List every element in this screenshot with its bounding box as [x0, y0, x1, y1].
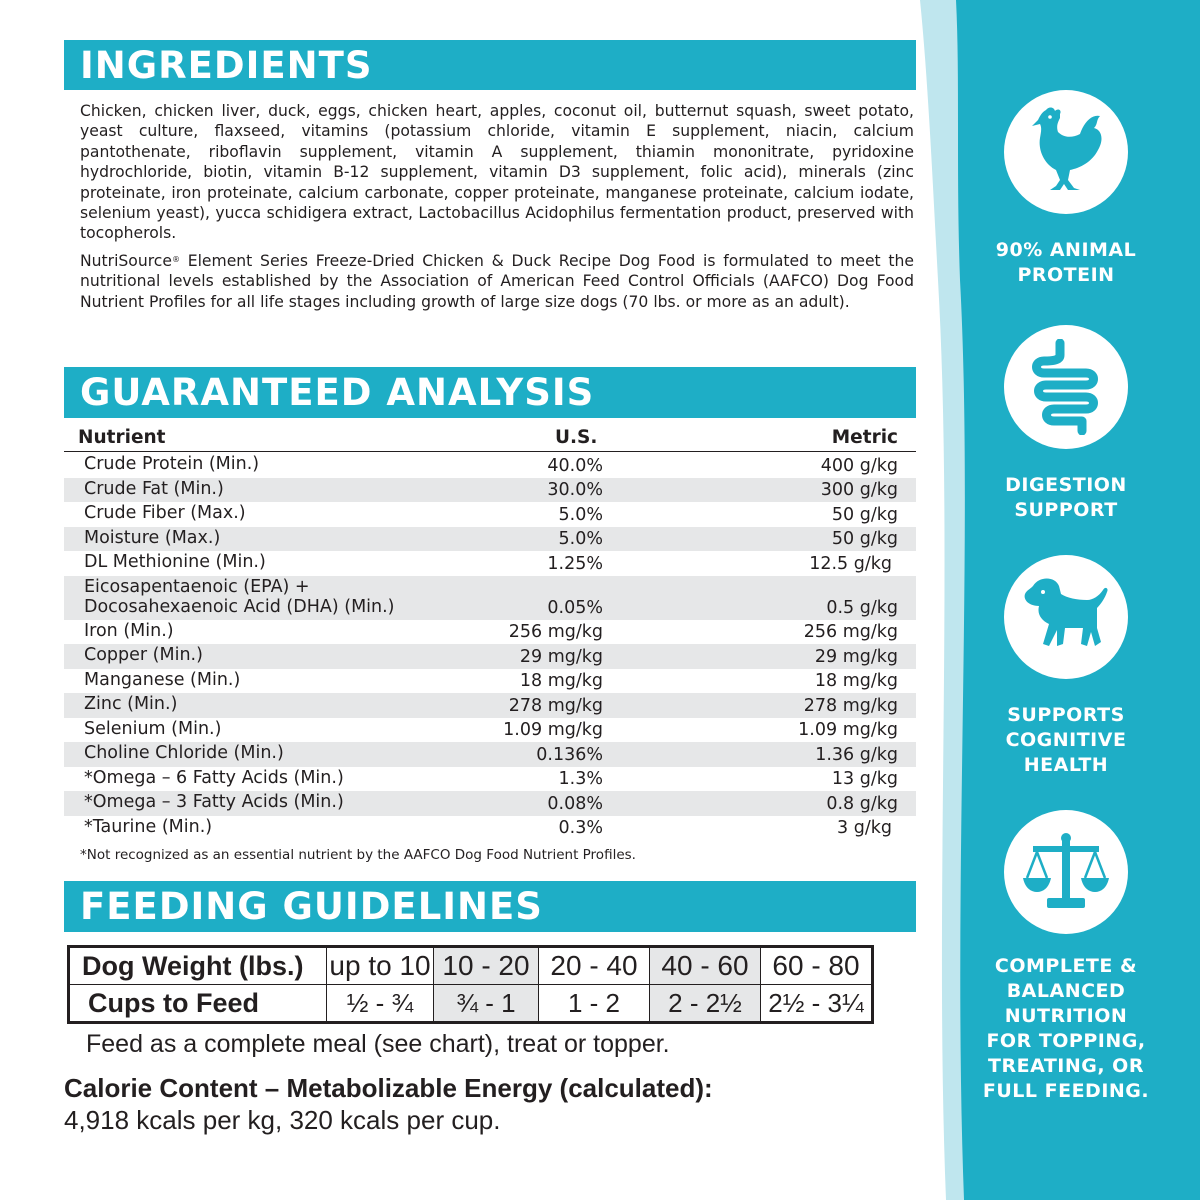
table-row	[64, 767, 916, 792]
nutrient-name: DL Methionine (Min.)	[84, 552, 266, 572]
badge-label	[926, 954, 1200, 1104]
metric-value: 1.09 mg/kg	[798, 720, 898, 740]
us-value: 5.0%	[558, 504, 603, 525]
cups-cell: 1 - 2	[539, 985, 650, 1023]
metric-value: 3 g/kg	[837, 818, 892, 838]
nutrient-name: *Taurine (Min.)	[84, 816, 213, 837]
table-row	[64, 453, 916, 478]
badge-label-line: PROTEIN	[1017, 264, 1115, 286]
nutrient-name: Manganese (Min.)	[84, 669, 241, 690]
metric-value: 400 g/kg	[820, 455, 898, 476]
us-value: 1.25%	[547, 553, 603, 574]
cups-cell: ¾ - 1	[434, 985, 539, 1023]
table-row	[64, 527, 916, 552]
nutrient-name: *Omega – 6 Fatty Acids (Min.)	[84, 767, 344, 788]
badge-label-line: NUTRITION	[1004, 1005, 1128, 1027]
ingredients-heading: INGREDIENTS	[64, 40, 916, 90]
metric-value: 0.5 g/kg	[826, 597, 898, 618]
weight-cell: 60 - 80	[761, 947, 873, 985]
registered-mark: ®	[171, 255, 180, 264]
table-row	[64, 551, 916, 576]
intestine-icon	[1024, 339, 1108, 435]
badge-digestion	[920, 325, 1200, 523]
table-row	[64, 644, 916, 669]
us-value: 0.08%	[547, 793, 603, 814]
nutrient-name: Crude Protein (Min.)	[84, 454, 260, 474]
statement-text: Element Series Freeze-Dried Chicken & Duck Recipe Dog Food is formulated to meet the nutritional levels established by the Association of American Feed Control Officials (AAFCO) Dog Food Nutrient Profiles for all life stages including growth of large size dogs (70 lbs. or more as an adult).	[80, 252, 914, 311]
cups-row	[69, 985, 873, 1023]
metric-value: 256 mg/kg	[803, 622, 898, 642]
metric-value: 13 g/kg	[831, 769, 898, 789]
puppy-icon	[1019, 572, 1113, 662]
badge-label	[926, 238, 1200, 288]
us-column-header: U.S.	[555, 427, 598, 448]
us-value: 0.136%	[536, 744, 603, 765]
nutrient-name: Choline Chloride (Min.)	[84, 743, 284, 763]
us-value: 29 mg/kg	[519, 646, 603, 667]
us-value: 0.3%	[558, 818, 603, 838]
metric-value: 29 mg/kg	[814, 646, 898, 667]
nutrient-name: Iron (Min.)	[84, 620, 174, 641]
us-value: 5.0%	[558, 529, 603, 549]
badge-label-line: HEALTH	[1023, 754, 1109, 776]
badge-circle	[1004, 555, 1128, 679]
weight-cell: 10 - 20	[434, 947, 539, 985]
weight-cell: up to 10	[327, 947, 434, 985]
cups-cell: 2½ - 3¼	[761, 985, 873, 1023]
us-value: 18 mg/kg	[519, 671, 603, 691]
table-row	[64, 816, 916, 841]
chicken-icon	[1024, 104, 1108, 200]
badge-label-line: BALANCED	[1006, 980, 1126, 1002]
nutrient-name: Crude Fat (Min.)	[84, 478, 224, 499]
cups-label: Cups to Feed	[69, 985, 327, 1023]
table-row	[64, 478, 916, 503]
cups-cell: 2 - 2½	[650, 985, 761, 1023]
analysis-column-headers	[64, 427, 916, 452]
metric-column-header: Metric	[831, 427, 898, 448]
badge-label-line: SUPPORT	[1014, 499, 1118, 521]
nutrient-name	[84, 577, 395, 617]
weight-cell: 40 - 60	[650, 947, 761, 985]
badge-label-line: COGNITIVE	[1005, 729, 1127, 751]
metric-value: 50 g/kg	[831, 529, 898, 549]
table-row	[64, 669, 916, 694]
badge-circle	[1004, 325, 1128, 449]
nutrient-column-header: Nutrient	[78, 427, 166, 448]
table-row	[64, 718, 916, 743]
table-row	[64, 693, 916, 718]
us-value: 1.3%	[558, 769, 603, 789]
benefits-sidebar	[920, 0, 1200, 1200]
feeding-note: Feed as a complete meal (see chart), treat or topper.	[86, 1030, 670, 1058]
nutrient-name-line1: Eicosapentaenoic (EPA) +	[84, 576, 310, 597]
analysis-footnote: *Not recognized as an essential nutrient by the AAFCO Dog Food Nutrient Profiles.	[80, 847, 636, 863]
nutrient-name: *Omega – 3 Fatty Acids (Min.)	[84, 792, 344, 812]
metric-value: 12.5 g/kg	[809, 553, 892, 574]
badge-label-line: 90% ANIMAL	[995, 239, 1137, 261]
table-row	[64, 576, 916, 620]
metric-value: 50 g/kg	[831, 504, 898, 525]
nutrient-name: Zinc (Min.)	[84, 694, 178, 714]
calorie-text: 4,918 kcals per kg, 320 kcals per cup.	[64, 1105, 501, 1135]
scale-icon	[1021, 830, 1111, 914]
badge-label-line: FULL FEEDING.	[982, 1080, 1150, 1102]
badge-complete-balanced	[920, 810, 1200, 1104]
brand-name: NutriSource	[80, 252, 172, 270]
calorie-title: Calorie Content – Metabolizable Energy (calculated):	[64, 1073, 713, 1103]
nutrient-name: Moisture (Max.)	[84, 527, 221, 548]
us-value: 30.0%	[547, 480, 603, 500]
badge-label	[926, 703, 1200, 778]
badge-circle	[1004, 90, 1128, 214]
badge-label-line: COMPLETE &	[994, 955, 1138, 977]
us-value: 0.05%	[547, 597, 603, 618]
metric-value: 0.8 g/kg	[826, 793, 898, 814]
metric-value: 278 mg/kg	[803, 695, 898, 716]
nutrient-name: Copper (Min.)	[84, 645, 203, 665]
badge-label-line: FOR TOPPING,	[986, 1030, 1146, 1052]
cups-cell: ½ - ¾	[327, 985, 434, 1023]
metric-value: 300 g/kg	[820, 480, 898, 500]
weight-row	[69, 947, 873, 985]
weight-label: Dog Weight (lbs.)	[69, 947, 327, 985]
table-row	[64, 742, 916, 767]
badge-label	[926, 473, 1200, 523]
badge-cognitive	[920, 555, 1200, 778]
feeding-table	[67, 945, 874, 1024]
badge-label-line: TREATING, OR	[988, 1055, 1144, 1077]
nutrient-name: Crude Fiber (Max.)	[84, 503, 246, 523]
aafco-statement	[80, 251, 914, 312]
nutrient-name-line2: Docosahexaenoic Acid (DHA) (Min.)	[84, 596, 395, 617]
table-row	[64, 620, 916, 645]
nutrient-name: Selenium (Min.)	[84, 718, 222, 739]
badge-animal-protein	[920, 90, 1200, 288]
us-value: 256 mg/kg	[508, 622, 603, 642]
ingredients-list: Chicken, chicken liver, duck, eggs, chicken heart, apples, coconut oil, butternut squash, sweet potato, yeast culture, flaxseed, vitamins (potassium chloride, vitamin E supplement, niacin, calcium pantothenate, riboflavin supplement, vitamin A supplement, thiamin mononitrate, pyridoxine hydrochloride, biotin, vitamin B-12 supplement, vitamin D3 supplement, folic acid), minerals (zinc proteinate, iron proteinate, calcium carbonate, copper proteinate, manganese proteinate, calcium iodate, selenium yeast), yucca schidigera extract, Lactobacillus Acidophilus fermentation product, preserved with tocopherols.	[80, 102, 914, 243]
feeding-heading: FEEDING GUIDELINES	[64, 881, 916, 932]
badge-label-line: SUPPORTS	[1007, 704, 1125, 726]
metric-value: 18 mg/kg	[814, 671, 898, 691]
metric-value: 1.36 g/kg	[815, 744, 898, 765]
badge-circle	[1004, 810, 1128, 934]
table-row	[64, 791, 916, 816]
us-value: 40.0%	[547, 455, 603, 476]
weight-cell: 20 - 40	[539, 947, 650, 985]
us-value: 278 mg/kg	[508, 695, 603, 716]
us-value: 1.09 mg/kg	[503, 720, 603, 740]
analysis-heading: GUARANTEED ANALYSIS	[64, 367, 916, 418]
badge-label-line: DIGESTION	[1005, 474, 1127, 496]
analysis-table	[64, 453, 916, 840]
table-row	[64, 502, 916, 527]
